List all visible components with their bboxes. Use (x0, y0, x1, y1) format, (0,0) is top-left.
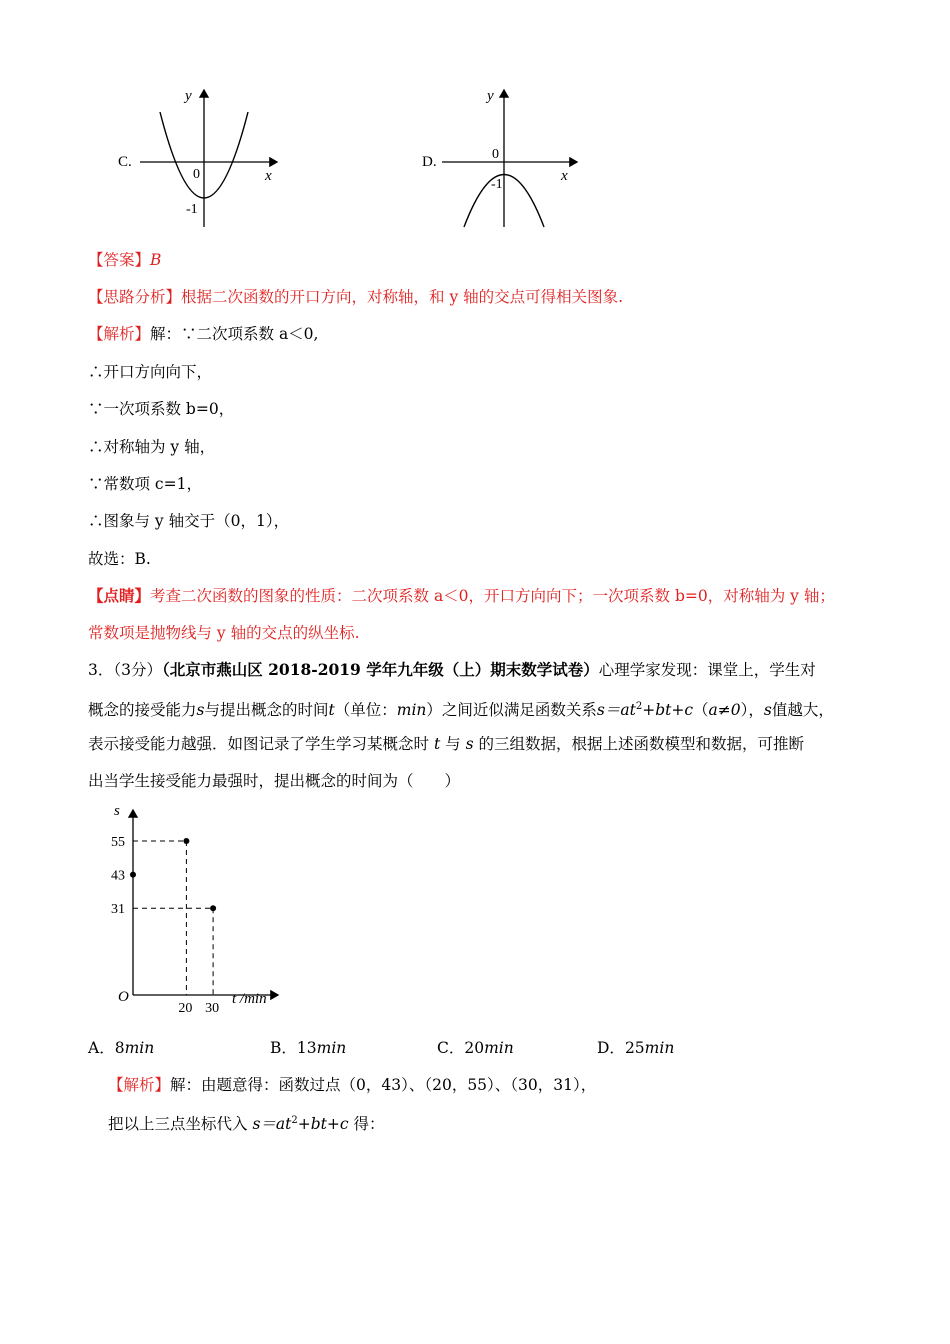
analysis-hint-tag: 【思路分析】 (88, 288, 182, 306)
option-d-label: D. (422, 154, 437, 170)
y-tick-label: 31 (111, 902, 125, 918)
graph-d-y-label: y (487, 88, 494, 104)
option-c-letter: C． (437, 1039, 465, 1057)
comment-line-2: 常数项是抛物线与 y 轴的交点的纵坐标. (88, 624, 360, 642)
answer-tag: 【答案】 (88, 251, 151, 269)
solution-first: 解：∵二次项系数 a＜0, (150, 325, 319, 343)
data-point (210, 905, 216, 911)
solution3-text-2a: 把以上三点坐标代入 (108, 1115, 248, 1134)
formula-exponent: 2 (635, 701, 643, 712)
answer-line (88, 249, 161, 271)
analysis-hint-line (88, 286, 623, 308)
question3-text-2c: （单位： (334, 701, 397, 720)
option-c-label: C. (118, 154, 132, 170)
graph-d-origin: 0 (492, 147, 499, 162)
solution3-tag: 【解析】 (108, 1076, 171, 1094)
graph-d-intercept: -1 (491, 177, 503, 192)
chart-x-label: t /min (232, 991, 267, 1007)
question3-text-2f: ）， (740, 701, 764, 720)
solution-step: ∵常数项 c=1， (88, 475, 202, 493)
option-d-letter: D． (597, 1039, 625, 1057)
question3-text-2d: ）之间近似满足函数关系 (426, 701, 597, 720)
question3-line-1 (88, 659, 816, 681)
solution3-line-2 (108, 1110, 385, 1135)
y-tick-label: 43 (111, 868, 125, 884)
chart-origin-label: O (118, 989, 129, 1005)
solution-step: ∴图象与 y 轴交于（0，1）， (88, 512, 290, 530)
unit-min: min (396, 701, 427, 720)
question3-text-3c: 的三组数据，根据上述函数模型和数据，可推断 (478, 735, 804, 753)
question3-text-2b: 与提出概念的时间 (204, 701, 329, 720)
graph-c-x-label: x (265, 168, 272, 184)
question3-line-2 (88, 696, 834, 721)
var-t: t (328, 701, 335, 720)
var-s: s (763, 701, 772, 720)
solution3-formula-a: s＝at (252, 1115, 292, 1134)
option-c[interactable] (437, 1037, 514, 1059)
question3-text-1: 心理学家发现：课堂上，学生对 (598, 661, 816, 679)
question3-text-2e: （ (693, 701, 709, 720)
option-d-unit: min (644, 1039, 675, 1057)
question3-text-2a: 概念的接受能力 (88, 701, 197, 720)
solution-step: ∵一次项系数 b=0， (88, 400, 235, 418)
graph-c-intercept: -1 (186, 202, 198, 217)
question3-text-3a: 表示接受能力越强．如图记录了学生学习某概念时 (88, 735, 430, 753)
option-a-unit: min (124, 1039, 155, 1057)
solution3-formula-b: +bt+c (297, 1115, 349, 1134)
var-t: t (433, 735, 441, 753)
analysis-hint-text: 根据二次函数的开口方向，对称轴，和 y 轴的交点可得相关图象. (181, 288, 624, 306)
y-tick-label: 55 (111, 835, 125, 850)
option-a-letter: A． (88, 1039, 115, 1057)
option-b[interactable] (270, 1037, 346, 1059)
x-tick-label: 20 (178, 1001, 193, 1015)
question3-line-4: 出当学生接受能力最强时，提出概念的时间为（ ） (88, 772, 461, 790)
graph-c-y-label: y (185, 88, 192, 104)
option-c-value: 20 (464, 1039, 485, 1057)
solution-step: 故选：B. (88, 550, 151, 568)
comment-text-1: 考查二次函数的图象的性质：二次项系数 a＜0，开口方向向下；一次项系数 b=0，对称轴为 y 轴； (150, 587, 835, 605)
chart-y-label: s (114, 803, 120, 819)
graph-c (135, 82, 285, 230)
option-d[interactable] (597, 1037, 674, 1059)
question3-source: （北京市燕山区 2018-2019 学年九年级（上）期末数学试卷） (161, 660, 599, 679)
solution-tag: 【解析】 (88, 325, 151, 343)
x-tick-label: 30 (205, 1001, 220, 1015)
solution-first-line (88, 323, 318, 345)
var-s: s (196, 701, 205, 720)
option-b-letter: B． (270, 1039, 297, 1057)
solution3-exponent: 2 (291, 1115, 298, 1126)
data-point (130, 872, 136, 878)
graph-c-origin: 0 (193, 167, 200, 182)
option-d-value: 25 (624, 1039, 645, 1057)
option-b-value: 13 (296, 1039, 317, 1057)
question3-number: 3．（3分） (88, 661, 162, 679)
graph-d-x-label: x (561, 168, 568, 184)
question3-line-3 (88, 733, 804, 755)
solution3-text-1: 解：由题意得：函数过点（0，43）、（20，55）、（30，31）， (170, 1076, 597, 1094)
option-c-unit: min (484, 1039, 514, 1057)
var-s: s (465, 735, 474, 753)
solution-step: ∴开口方向向下， (88, 363, 213, 381)
data-point (183, 838, 189, 844)
formula-condition: a≠0 (708, 701, 741, 720)
question3-text-3b: 与 (445, 735, 461, 753)
option-b-unit: min (316, 1039, 347, 1057)
question3-text-2g: 值越大， (771, 701, 834, 720)
option-a[interactable] (88, 1037, 154, 1059)
comment-tag: 【点睛】 (88, 586, 151, 605)
solution-step: ∴对称轴为 y 轴， (88, 438, 216, 456)
option-a-value: 8 (114, 1039, 125, 1057)
solution3-text-2b: 得： (353, 1115, 385, 1134)
formula-part-a: s＝at (596, 701, 636, 720)
comment-line-1 (88, 585, 835, 607)
scatter-chart (100, 800, 300, 1015)
formula-part-b: +bt+c (642, 701, 694, 720)
answer-value: B (150, 251, 162, 269)
graph-d (437, 82, 587, 230)
solution3-line-1 (108, 1074, 596, 1096)
